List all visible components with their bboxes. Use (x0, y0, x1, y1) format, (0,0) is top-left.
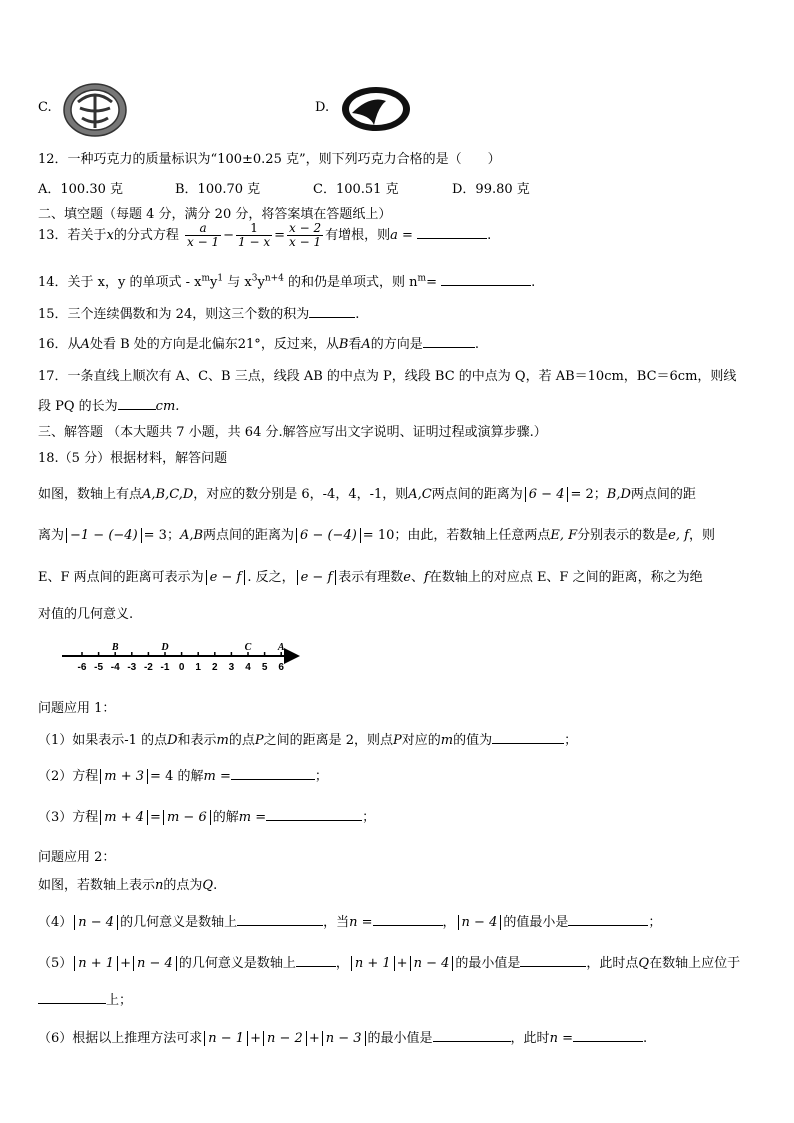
tick-label: 3 (228, 662, 235, 673)
point-label-C: C (244, 642, 252, 653)
q18-para2: 离为 −1 − (−4) = 3；A,B两点间的距离为 6 − (−4) = 10；由此，若数轴上任意两点E, F分别表示的数是e, f，则 (38, 528, 715, 543)
app1-q2-blank[interactable] (231, 765, 315, 780)
q17-line2: 段 PQ 的长为 cm. (38, 395, 179, 414)
q17-line1: 17．一条直线上顺次有 A、C、B 三点，线段 AB 的中点为 P，线段 BC 的中点为 Q，若 AB＝10cm，BC＝6cm，则线 (38, 369, 737, 384)
tick-label: -1 (160, 662, 170, 673)
app1-q3: （3）方程 m + 4 = m − 6 的解m = ； (38, 806, 375, 825)
q13-fraction-1: $\frac{a}{x - 1}$ (187, 221, 220, 249)
q15: 15．三个连续偶数和为 24，则这三个数的积为 . (38, 303, 359, 322)
tick-label: 6 (278, 662, 284, 673)
app2-q5-blank-1[interactable] (296, 952, 336, 967)
tick-label: 1 (195, 662, 201, 673)
app2-q5-blank-2[interactable] (520, 952, 586, 967)
q12-stem: 12．一种巧克力的质量标识为“100±0.25 克”，则下列巧克力合格的是（ ） (38, 152, 501, 167)
app1-q1-blank[interactable] (492, 729, 564, 744)
app2-q6-blank-2[interactable] (573, 1027, 643, 1042)
q13-fraction-3: $\frac{x - 2}{x - 1}$ (289, 221, 322, 249)
option-d-label: D. (315, 100, 330, 115)
app1-q3-blank[interactable] (266, 806, 362, 821)
app1-q2: （2）方程 m + 3 = 4 的解m = ； (38, 765, 328, 784)
option-c-label: C. (38, 100, 52, 115)
q12-option-a: A．100.30 克 (38, 182, 124, 197)
q18-para1: 如图，数轴上有点A,B,C,D，对应的数分别是 6，-4，4，-1，则A,C两点间的距离为 6 − 4 = 2；B,D两点间的距 (38, 487, 696, 502)
section2-heading: 二、填空题（每题 4 分，满分 20 分，将答案填在答题纸上） (38, 207, 392, 222)
q18-title: 18.（5 分）根据材料，解答问题 (38, 451, 228, 466)
app2-q4-blank-2[interactable] (373, 911, 443, 926)
tick-label: 4 (245, 662, 251, 673)
point-label-B: B (111, 642, 119, 653)
q17-answer-blank[interactable] (118, 395, 156, 410)
q13-answer-blank[interactable] (417, 224, 487, 239)
app2-intro: 如图，若数轴上表示n的点为Q. (38, 878, 218, 893)
point-label-A: A (277, 642, 285, 653)
app2-q5: （5） n + 1 + n − 4 的几何意义是数轴上 ， n + 1 + n − 4 的最小值是 ，此时点Q在数轴上应位于 (38, 952, 740, 971)
app2-q6: （6）根据以上推理方法可求 n − 1 + n − 2 + n − 3 的最小值是 ，此时n = . (38, 1027, 647, 1046)
q12-option-c: C．100.51 克 (313, 182, 399, 197)
app2-q4-blank-3[interactable] (568, 911, 648, 926)
q14-answer-blank[interactable] (441, 271, 531, 286)
point-label-D: D (161, 642, 169, 653)
q16-answer-blank[interactable] (423, 333, 475, 348)
app1-title: 问题应用 1： (38, 701, 116, 716)
tick-label: -2 (143, 662, 153, 673)
number-line-figure (60, 640, 305, 676)
q12-option-b: B．100.70 克 (175, 182, 261, 197)
q18-para3: E、F 两点间的距离可表示为 e − f . 反之， e − f 表示有理数e、f在数轴上的对应点 E、F 之间的距离，称之为绝 (38, 570, 703, 585)
tick-label: 5 (261, 662, 268, 673)
q15-answer-blank[interactable] (309, 303, 355, 318)
app2-title: 问题应用 2： (38, 850, 116, 865)
tick-label: -4 (110, 662, 120, 673)
q18-para4: 对值的几何意义. (38, 607, 134, 622)
app2-q5-cont: 上； (38, 989, 132, 1008)
tick-label: -6 (77, 662, 87, 673)
section3-heading: 三、解答题 （本大题共 7 小题，共 64 分.解答应写出文字说明、证明过程或演算步骤.） (38, 425, 547, 440)
q13: 13．若关于x的分式方程 $\frac{a}{x - 1}$ − $\frac{1}{1 - x}$ = $\frac{x - 2}{x - 1}$ 有增根，则a = . (38, 221, 492, 249)
q14: 14．关于 x，y 的单项式 - $x^my^1$ 与 $x^3y^{n+4}$ 的和仍是单项式，则 $n^m=$ . (38, 271, 535, 290)
q13-fraction-2: $\frac{1}{1 - x}$ (238, 221, 271, 249)
app2-q6-blank-1[interactable] (433, 1027, 511, 1042)
tick-label: -3 (127, 662, 137, 673)
q12-option-d: D．99.80 克 (452, 182, 530, 197)
option-c-logo (62, 82, 128, 138)
app2-q5-blank-3[interactable] (38, 989, 106, 1004)
option-d-logo (340, 85, 412, 133)
tick-label: -5 (94, 662, 104, 673)
app1-q1: （1）如果表示-1 的点D和表示m的点P之间的距离是 2，则点P对应的m的值为 ； (38, 729, 577, 748)
app2-q4-blank-1[interactable] (237, 911, 323, 926)
tick-label: 2 (212, 662, 218, 673)
tick-label: 0 (178, 662, 185, 673)
app2-q4: （4） n − 4 的几何意义是数轴上 ，当n = ， n − 4 的值最小是 ； (38, 911, 661, 930)
q16: 16．从A处看 B 处的方向是北偏东21°，反过来，从B看A的方向是 . (38, 333, 479, 352)
